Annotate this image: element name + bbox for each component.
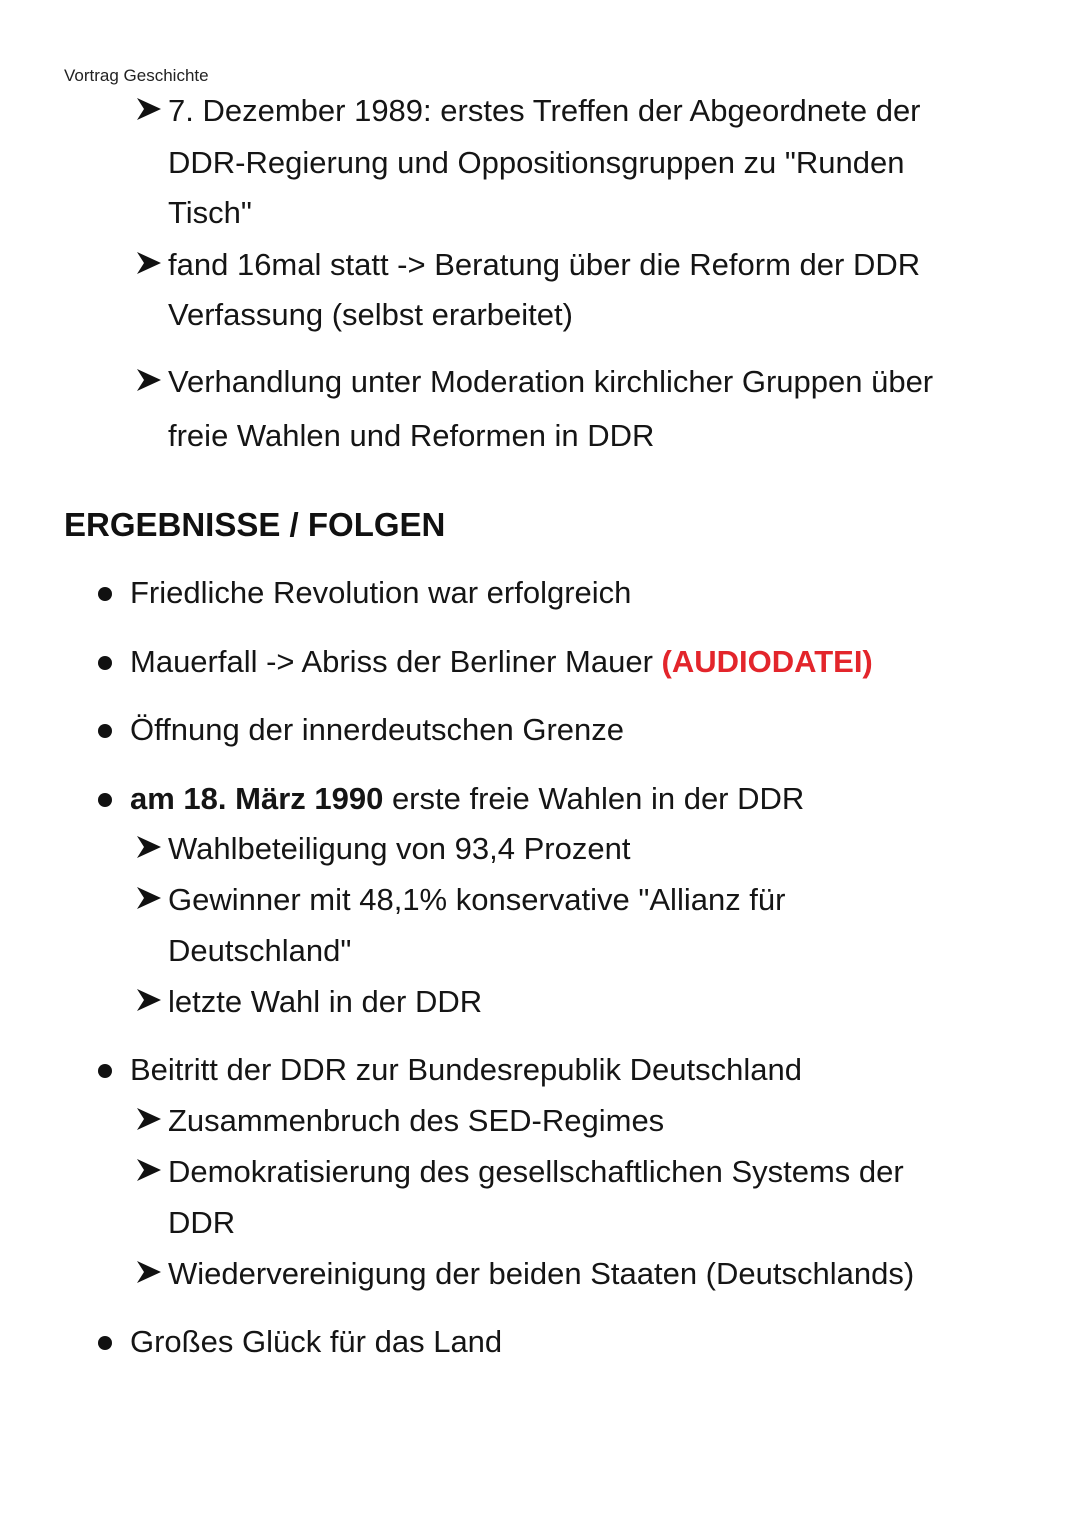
beitritt-sub-2: Demokratisierung des gesellschaftlichen Systems der xyxy=(168,1154,904,1189)
bullet-icon xyxy=(98,1336,112,1350)
arrow-bullet-icon xyxy=(135,248,165,278)
bullet-icon xyxy=(98,724,112,738)
arrow-bullet-icon xyxy=(135,1257,165,1287)
arrow-bullet-icon xyxy=(135,883,165,913)
beitritt-sub-3: Wiedervereinigung der beiden Staaten (Deutschlands) xyxy=(168,1256,915,1291)
arrow-bullet-icon xyxy=(135,94,165,124)
result-grenzoeffnung: Öffnung der innerdeutschen Grenze xyxy=(130,712,625,747)
intro-item-1-line-3: Tisch" xyxy=(168,195,252,230)
intro-item-2-line-2: Verfassung (selbst erarbeitet) xyxy=(168,297,573,332)
beitritt-sub-1: Zusammenbruch des SED-Regimes xyxy=(168,1103,665,1138)
bullet-icon xyxy=(98,587,112,601)
election-date: am 18. März 1990 xyxy=(130,781,384,816)
result-friedliche-revolution: Friedliche Revolution war erfolgreich xyxy=(130,575,632,610)
election-sub-2-cont: Deutschland" xyxy=(168,933,352,968)
intro-item-2-line-1: fand 16mal statt -> Beratung über die Reform der DDR xyxy=(168,247,921,282)
intro-item-1-line-2: DDR-Regierung und Oppositionsgruppen zu "Runden xyxy=(168,145,905,180)
arrow-bullet-icon xyxy=(135,365,165,395)
arrow-bullet-icon xyxy=(135,1104,165,1134)
election-sub-2: Gewinner mit 48,1% konservative "Allianz für xyxy=(168,882,786,917)
beitritt-sub-2-cont: DDR xyxy=(168,1205,236,1240)
intro-item-3-line-1: Verhandlung unter Moderation kirchlicher Gruppen über xyxy=(168,364,934,399)
bullet-icon xyxy=(98,793,112,807)
arrow-bullet-icon xyxy=(135,1155,165,1185)
arrow-bullet-icon xyxy=(135,832,165,862)
page-header: Vortrag Geschichte xyxy=(64,66,209,85)
arrow-bullet-icon xyxy=(135,985,165,1015)
result-glueck: Großes Glück für das Land xyxy=(130,1324,503,1359)
result-beitritt: Beitritt der DDR zur Bundesrepublik Deutschland xyxy=(130,1052,802,1087)
election-text: erste freie Wahlen in der DDR xyxy=(383,781,805,816)
result-mauerfall-text: Mauerfall -> Abriss der Berliner Mauer xyxy=(130,644,662,679)
section-title: ERGEBNISSE / FOLGEN xyxy=(64,506,446,543)
result-freie-wahlen xyxy=(130,780,804,817)
intro-item-3-line-2: freie Wahlen und Reformen in DDR xyxy=(168,418,655,453)
result-mauerfall xyxy=(130,643,873,680)
intro-item-1-line-1: 7. Dezember 1989: erstes Treffen der Abgeordnete der xyxy=(168,93,921,128)
bullet-icon xyxy=(98,656,112,670)
bullet-icon xyxy=(98,1064,112,1078)
election-sub-1: Wahlbeteiligung von 93,4 Prozent xyxy=(168,831,631,866)
audio-file-marker: (AUDIODATEI) xyxy=(661,644,873,679)
election-sub-3: letzte Wahl in der DDR xyxy=(168,984,483,1019)
